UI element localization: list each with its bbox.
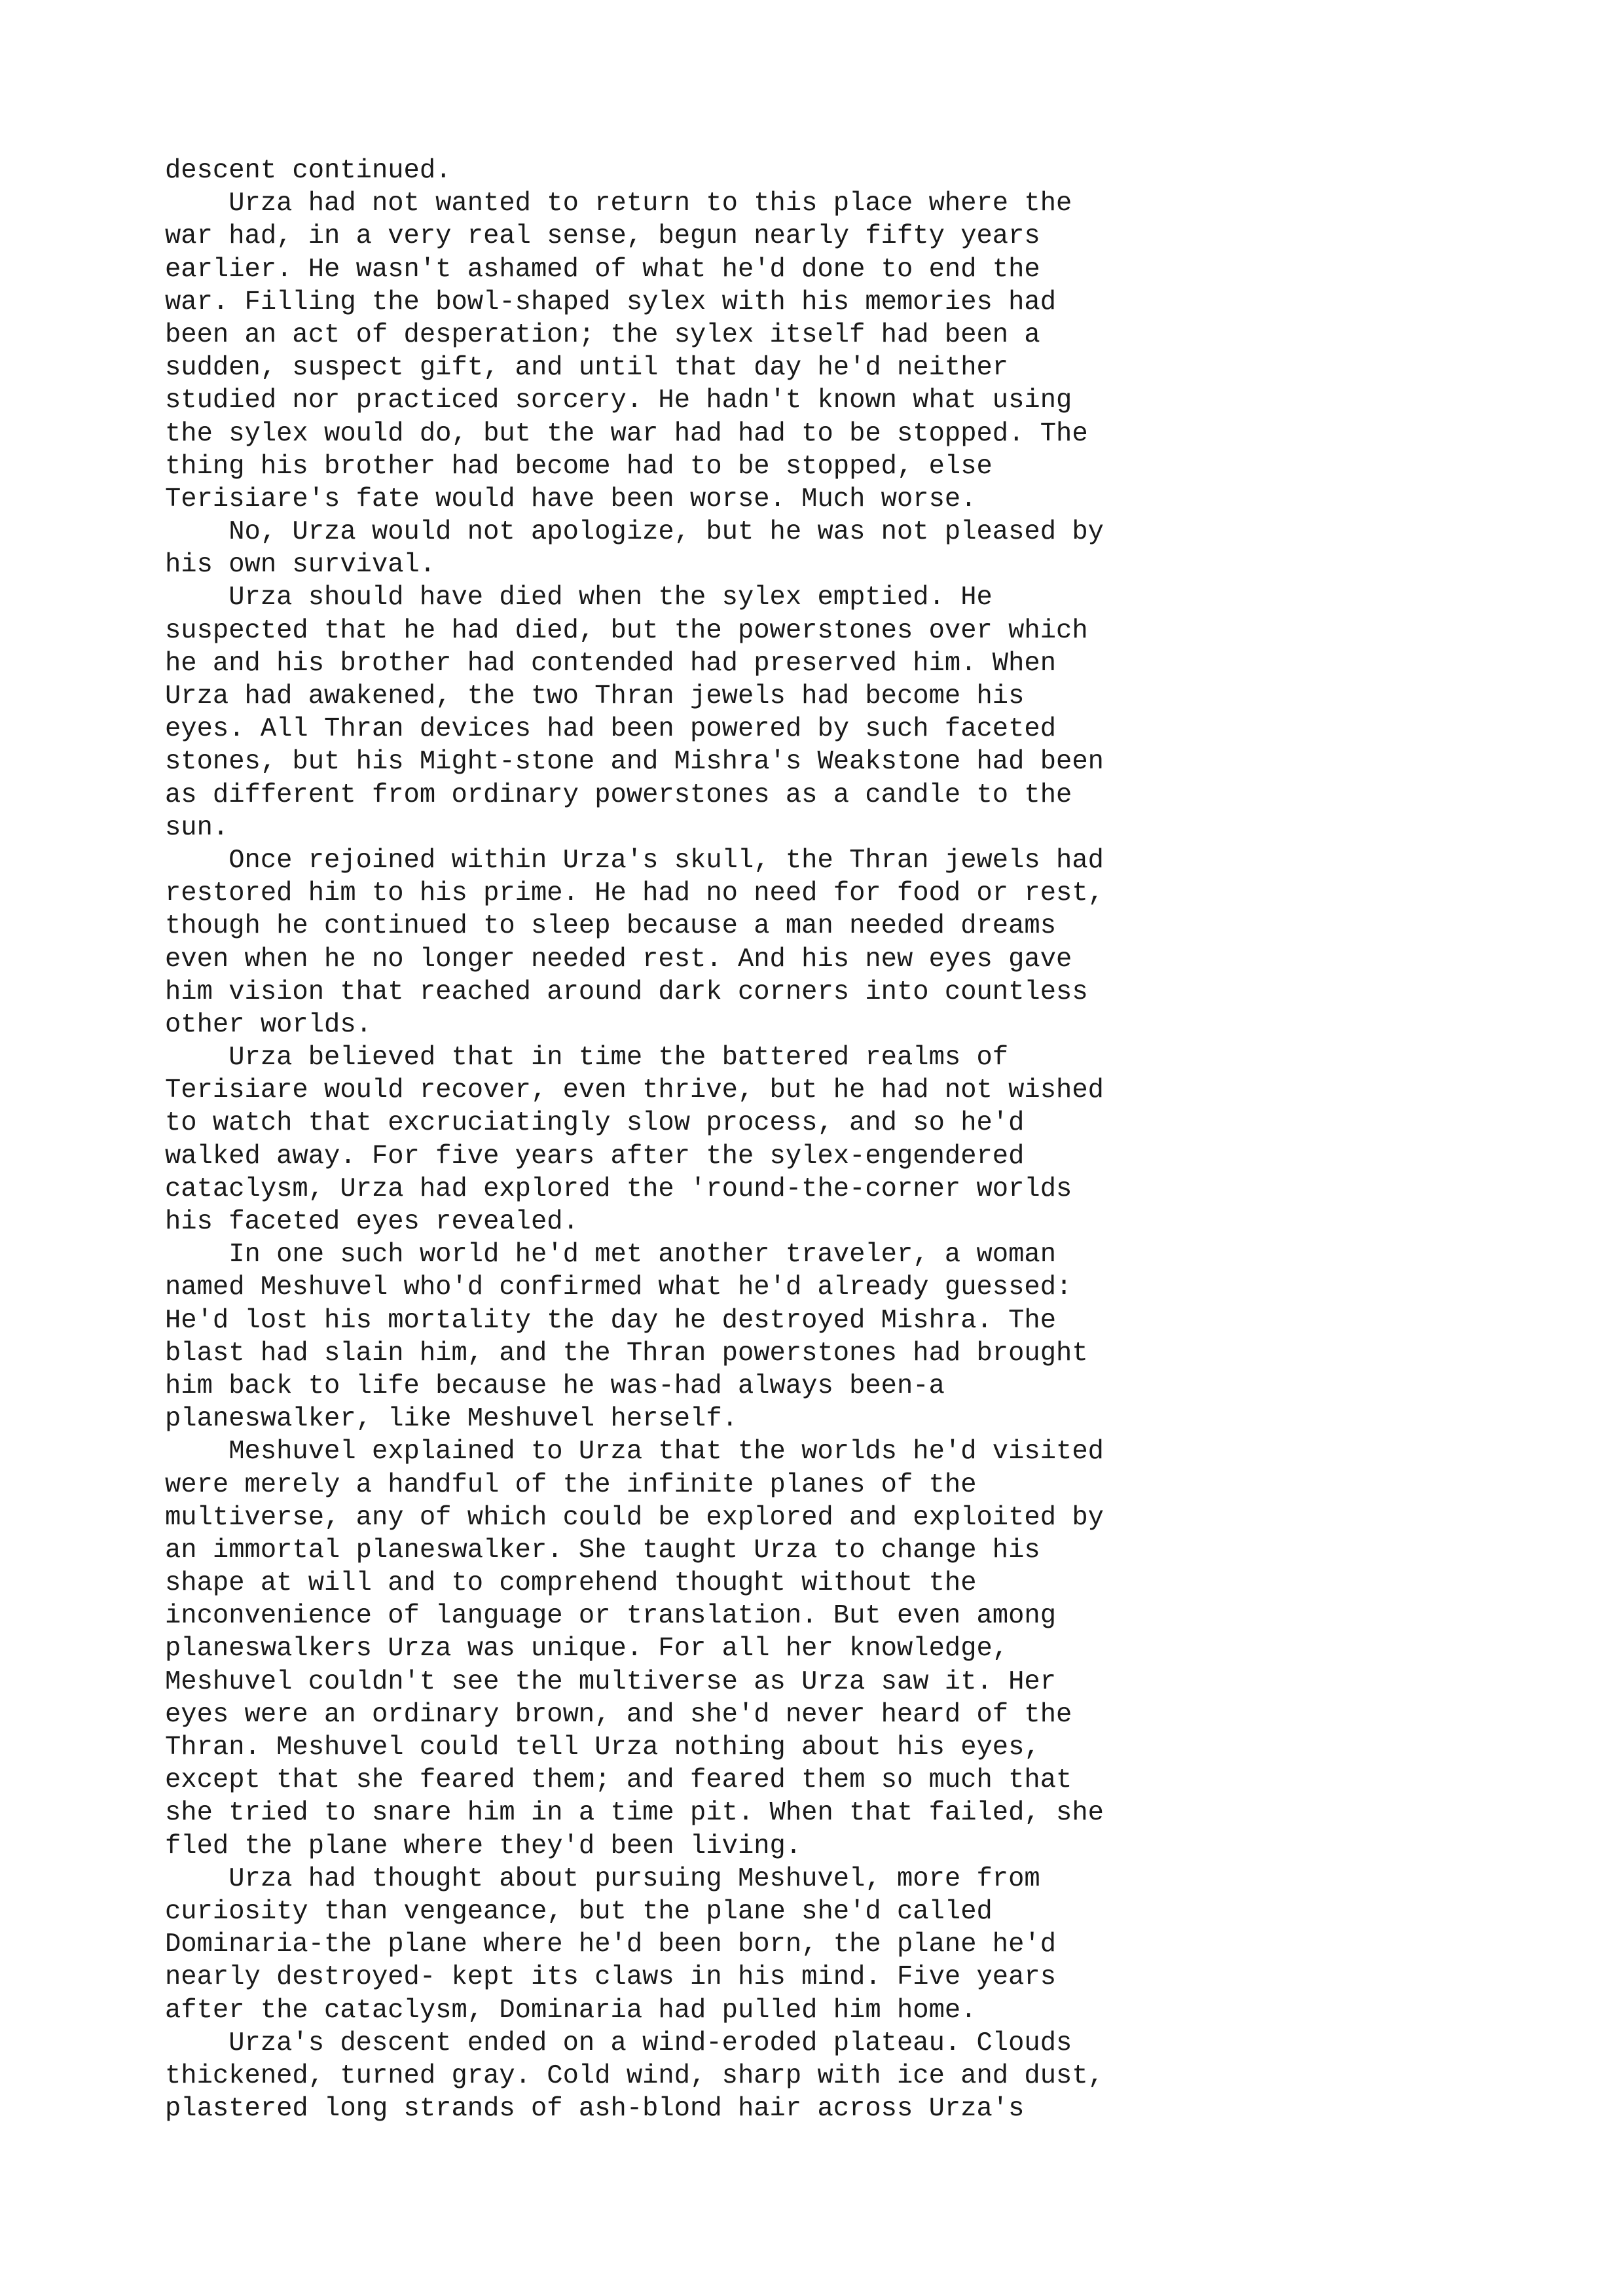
text-line: Terisiare would recover, even thrive, but he had not wished: [165, 1075, 1104, 1106]
text-line: war had, in a very real sense, begun nearly fifty years: [165, 221, 1040, 252]
text-line: she tried to snare him in a time pit. When that failed, she: [165, 1798, 1104, 1829]
text-line: thing his brother had become had to be stopped, else: [165, 451, 993, 482]
text-line: he and his brother had contended had preserved him. When: [165, 648, 1057, 679]
text-line: walked away. For five years after the sylex-engendered: [165, 1141, 1025, 1172]
text-line: after the cataclysm, Dominaria had pulled him home.: [165, 1995, 977, 2026]
text-line: as different from ordinary powerstones as a candle to the: [165, 780, 1072, 810]
text-line: planeswalkers Urza was unique. For all her knowledge,: [165, 1634, 1009, 1664]
text-line: sun.: [165, 812, 229, 843]
text-line: In one such world he'd met another traveler, a woman: [165, 1240, 1057, 1270]
text-line: thickened, turned gray. Cold wind, sharp with ice and dust,: [165, 2060, 1104, 2091]
text-line: other worlds.: [165, 1009, 372, 1040]
text-line: sudden, suspect gift, and until that day he'd neither: [165, 353, 1009, 384]
text-line: blast had slain him, and the Thran powerstones had brought: [165, 1338, 1088, 1369]
text-line: Thran. Meshuvel could tell Urza nothing about his eyes,: [165, 1732, 1040, 1763]
text-line: Urza's descent ended on a wind-eroded plateau. Clouds: [165, 2028, 1072, 2058]
text-line: his own survival.: [165, 550, 436, 581]
text-line: inconvenience of language or translation. But even among: [165, 1601, 1057, 1632]
text-line: He'd lost his mortality the day he destroyed Mishra. The: [165, 1305, 1057, 1336]
text-line: shape at will and to comprehend thought without the: [165, 1568, 977, 1599]
text-line: No, Urza would not apologize, but he was not pleased by: [165, 517, 1104, 548]
text-line: fled the plane where they'd been living.: [165, 1831, 802, 1861]
body-text: [165, 154, 1474, 2125]
text-line: Urza had awakened, the two Thran jewels had become his: [165, 681, 1025, 711]
text-line: except that she feared them; and feared them so much that: [165, 1765, 1072, 1796]
text-line: Urza should have died when the sylex emptied. He: [165, 583, 993, 613]
text-line: nearly destroyed- kept its claws in his mind. Five years: [165, 1962, 1057, 1993]
text-line: eyes were an ordinary brown, and she'd never heard of the: [165, 1699, 1072, 1730]
text-line: though he continued to sleep because a man needed dreams: [165, 911, 1057, 942]
text-line: descent continued.: [165, 156, 452, 186]
text-line: his faceted eyes revealed.: [165, 1207, 579, 1237]
text-line: Meshuvel explained to Urza that the worlds he'd visited: [165, 1437, 1104, 1467]
text-line: Urza believed that in time the battered realms of: [165, 1043, 1009, 1073]
text-line: planeswalker, like Meshuvel herself.: [165, 1404, 738, 1435]
text-line: eyes. All Thran devices had been powered by such faceted: [165, 714, 1057, 745]
text-line: were merely a handful of the infinite planes of the: [165, 1469, 977, 1500]
text-line: Meshuvel couldn't see the multiverse as Urza saw it. Her: [165, 1666, 1057, 1697]
text-line: plastered long strands of ash-blond hair across Urza's: [165, 2094, 1025, 2125]
text-line: him back to life because he was-had always been-a: [165, 1371, 945, 1401]
text-line: suspected that he had died, but the powerstones over which: [165, 615, 1088, 646]
text-line: earlier. He wasn't ashamed of what he'd done to end the: [165, 254, 1040, 285]
text-line: Dominaria-the plane where he'd been born, the plane he'd: [165, 1929, 1057, 1960]
text-line: even when he no longer needed rest. And his new eyes gave: [165, 944, 1072, 975]
text-line: curiosity than vengeance, but the plane she'd called: [165, 1896, 993, 1927]
text-line: the sylex would do, but the war had had to be stopped. The: [165, 418, 1088, 449]
text-line: been an act of desperation; the sylex itself had been a: [165, 319, 1040, 350]
text-line: an immortal planeswalker. She taught Urza to change his: [165, 1535, 1040, 1566]
text-line: multiverse, any of which could be explored and exploited by: [165, 1502, 1104, 1533]
text-line: Terisiare's fate would have been worse. Much worse.: [165, 484, 977, 514]
text-line: stones, but his Might-stone and Mishra's Weakstone had been: [165, 747, 1104, 778]
text-line: Once rejoined within Urza's skull, the Thran jewels had: [165, 845, 1104, 876]
text-line: to watch that excruciatingly slow process, and so he'd: [165, 1108, 1025, 1139]
text-line: cataclysm, Urza had explored the 'round-the-corner worlds: [165, 1174, 1072, 1204]
text-line: war. Filling the bowl-shaped sylex with his memories had: [165, 287, 1057, 317]
text-line: studied nor practiced sorcery. He hadn't known what using: [165, 386, 1072, 416]
text-line: Urza had not wanted to return to this place where the: [165, 188, 1072, 219]
text-line: Urza had thought about pursuing Meshuvel, more from: [165, 1863, 1040, 1894]
text-line: him vision that reached around dark corners into countless: [165, 977, 1088, 1007]
text-line: restored him to his prime. He had no need for food or rest,: [165, 878, 1104, 909]
text-line: named Meshuvel who'd confirmed what he'd already guessed:: [165, 1272, 1072, 1303]
